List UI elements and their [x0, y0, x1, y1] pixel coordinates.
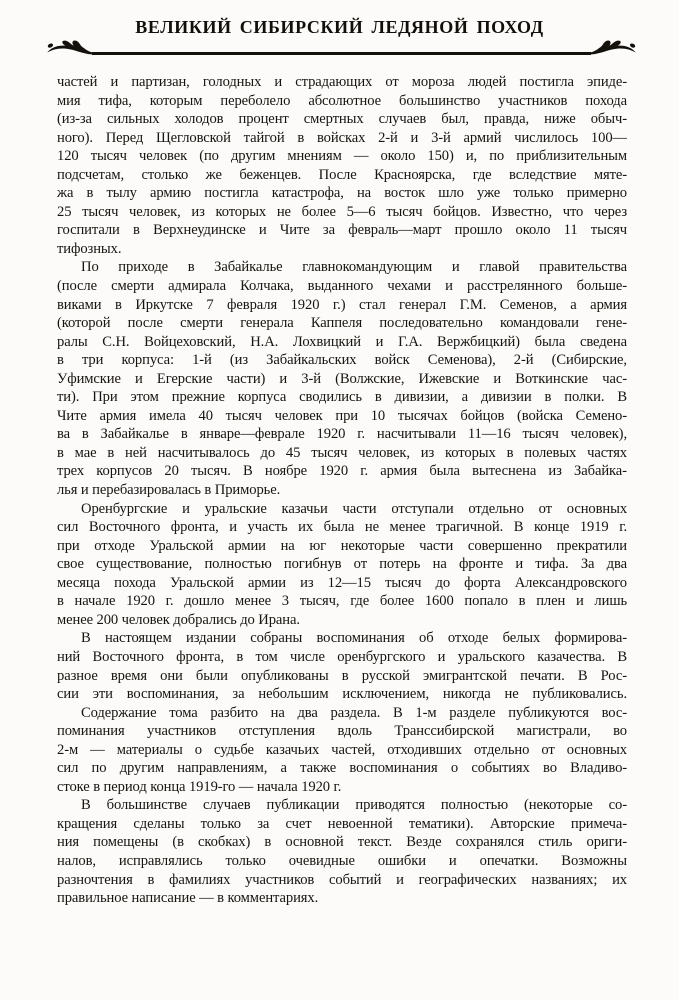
text-line-content: свое существование, полностью погибнув от потерь на фронте и тифа. За два — [57, 556, 627, 573]
text-line — [57, 73, 627, 92]
text-line — [57, 667, 627, 686]
text-line — [57, 518, 627, 537]
text-line — [57, 166, 627, 185]
text-line — [57, 462, 627, 481]
text-line — [57, 759, 627, 778]
text-line-content: 25 тысяч человек, из которых не более 5—6 тысяч бойцов. Известно, что через — [57, 203, 627, 220]
text-line — [57, 741, 627, 760]
text-line — [57, 407, 627, 426]
text-line-content: разночтения в фамилиях участников событий и географических названиях; их — [57, 871, 627, 888]
text-line — [57, 296, 627, 315]
text-line — [57, 574, 627, 593]
text-line — [57, 611, 627, 630]
text-line-content: частей и партизан, голодных и страдающих от мороза людей постигла эпиде- — [57, 74, 627, 90]
text-line-content: Оренбургские и уральские казачьи части отступали отдельно от основных — [81, 500, 627, 517]
text-line-content: (которой после смерти генерала Каппеля последовательно командовали гене- — [57, 315, 627, 332]
text-line-content: ва в Забайкалье в январе—феврале 1920 г. насчитывали 11—16 тысяч человек), — [57, 426, 627, 443]
text-line-content: По приходе в Забайкалье главнокомандующим и главой правительства — [81, 259, 627, 276]
text-line — [57, 333, 627, 352]
text-line-content: 2-м — материалы о судьбе казачьих частей, отходивших отдельно от основных — [57, 741, 627, 758]
text-line-content: ний Восточного фронта, в том числе оренбургского и уральского казачества. В — [57, 648, 627, 665]
text-line — [57, 314, 627, 333]
text-line — [57, 592, 627, 611]
text-line — [57, 425, 627, 444]
text-line — [57, 258, 627, 277]
text-line — [57, 129, 627, 148]
text-line — [57, 147, 627, 166]
text-line-content: кращения сделаны только за счет невоенной тематики). Авторские примеча- — [57, 815, 627, 832]
text-line-content: ти). При этом прежние корпуса сводились в дивизии, а дивизии в полки. В — [57, 389, 627, 406]
running-head-title: ВЕЛИКИЙ СИБИРСКИЙ ЛЕДЯНОЙ ПОХОД — [135, 17, 544, 37]
text-line-content: виками в Иркутске 7 февраля 1920 г.) стал генерал Г.М. Семенов, а армия — [57, 296, 627, 313]
text-line — [57, 388, 627, 407]
text-line — [57, 833, 627, 852]
text-line-content: мия тифа, которым переболело абсолютное большинство участников похода — [57, 92, 627, 109]
text-line-content: Содержание тома разбито на два раздела. В 1-м разделе публикуются вос- — [81, 704, 627, 721]
text-line-content: в мае в ней насчитывалось до 45 тысяч человек, из которых в полевых частях — [57, 444, 627, 461]
text-line — [57, 648, 627, 667]
text-line — [57, 537, 627, 556]
text-line — [57, 704, 627, 723]
text-line — [57, 221, 627, 240]
text-line — [57, 351, 627, 370]
text-line-content: налов, исправлялись только очевидные ошибки и опечатки. Возможны — [57, 852, 627, 869]
text-line-content: в три корпуса: 1-й (из Забайкальских войск Семенова), 2-й (Сибирские, — [57, 352, 627, 369]
paragraph — [57, 796, 627, 907]
text-line — [57, 629, 627, 648]
text-line — [57, 815, 627, 834]
text-line — [57, 778, 627, 797]
text-line — [57, 444, 627, 463]
text-line — [57, 370, 627, 389]
paragraph — [57, 500, 627, 630]
text-line-content: В настоящем издании собраны воспоминания об отходе белых формирова- — [81, 630, 627, 647]
text-line-content: правильное написание — в комментариях. — [57, 890, 319, 907]
text-line — [57, 555, 627, 574]
text-line — [57, 796, 627, 815]
text-line-content: Чите армия имела 40 тысяч человек при 10 тысячах бойцов (войска Семено- — [57, 407, 627, 424]
text-line — [57, 889, 627, 908]
text-line-content: ралы С.Н. Войцеховский, Н.А. Лохвицкий и Г.А. Вержбицкий) была сведена — [57, 333, 627, 350]
text-line-content: менее 200 человек добрались до Ирана. — [57, 611, 300, 628]
paragraph — [57, 258, 627, 499]
text-block — [57, 73, 627, 908]
text-line — [57, 110, 627, 129]
text-line — [57, 92, 627, 111]
text-line-content: ного). Перед Щегловской тайгой в войсках 2-й и 3-й армий числилось 100— — [57, 129, 627, 146]
paragraph — [57, 629, 627, 703]
paragraph — [57, 704, 627, 797]
paragraph — [57, 73, 627, 258]
text-line-content: лья и перебазировалась в Приморье. — [57, 482, 281, 499]
rule-line — [92, 52, 591, 55]
text-line-content: стоке в период конца 1919-го — начала 1920 г. — [57, 778, 342, 795]
flourish-left-icon — [46, 38, 92, 59]
header-rule — [46, 37, 637, 59]
text-line — [57, 203, 627, 222]
text-line — [57, 184, 627, 203]
text-line-content: Уфимские и Егерские части) и 3-й (Волжские, Ижевские и Воткинские час- — [57, 370, 627, 387]
text-line-content: (после смерти адмирала Колчака, выданного чехами и расстрелянного больше- — [57, 278, 627, 295]
text-line-content: при отходе Уральской армии на юг некоторые части совершенно прекратили — [57, 537, 627, 554]
text-line-content: в начале 1920 г. дошло менее 3 тысяч, где более 1600 попало в плен и лишь — [57, 593, 627, 610]
text-line-content: госпитали в Верхнеудинске и Чите за февраль—март прошло около 11 тысяч — [57, 222, 627, 239]
text-line-content: В большинстве случаев публикации приводятся полностью (некоторые со- — [81, 797, 627, 814]
flourish-right-icon — [591, 38, 637, 59]
text-line-content: жа в тылу армию постигла катастрофа, на восток шло уже только примерно — [57, 185, 627, 202]
text-line — [57, 481, 627, 500]
text-line-content: сил Восточного фронта, и участь их была не менее трагичной. В конце 1919 г. — [57, 519, 627, 536]
text-line-content: ния помещены (в скобках) в основной текст. Везде сохранялся стиль ориги- — [57, 834, 627, 851]
text-line-content: тифозных. — [57, 240, 122, 257]
text-line-content: (из-за сильных холодов процент смертных случаев был, правда, ниже обыч- — [57, 111, 627, 128]
text-line-content: трех корпусов 20 тысяч. В ноябре 1920 г. армия была вытеснена из Забайка- — [57, 463, 627, 480]
text-line-content: месяца похода Уральской армии из 12—15 тысяч до форта Александровского — [57, 574, 627, 591]
text-line — [57, 500, 627, 519]
text-line — [57, 852, 627, 871]
text-line-content: сил по другим направлениям, а также воспоминания о событиях во Владиво- — [57, 760, 627, 777]
text-line-content: разное время они были опубликованы в русской эмигрантской печати. В Рос- — [57, 667, 627, 684]
text-line — [57, 277, 627, 296]
text-line-content: подсчетам, столько же беженцев. После Красноярска, где вследствие мяте- — [57, 166, 627, 183]
text-line — [57, 240, 627, 259]
text-line-content: поминания участников отступления вдоль Транссибирской магистрали, во — [57, 723, 627, 740]
text-line — [57, 722, 627, 741]
text-line-content: 120 тысяч человек (по другим мнениям — около 150) и, по приблизительным — [57, 148, 627, 165]
text-line-content: сии эти воспоминания, за небольшим исключением, никогда не публиковались. — [57, 686, 627, 703]
text-line — [57, 685, 627, 704]
text-line — [57, 871, 627, 890]
